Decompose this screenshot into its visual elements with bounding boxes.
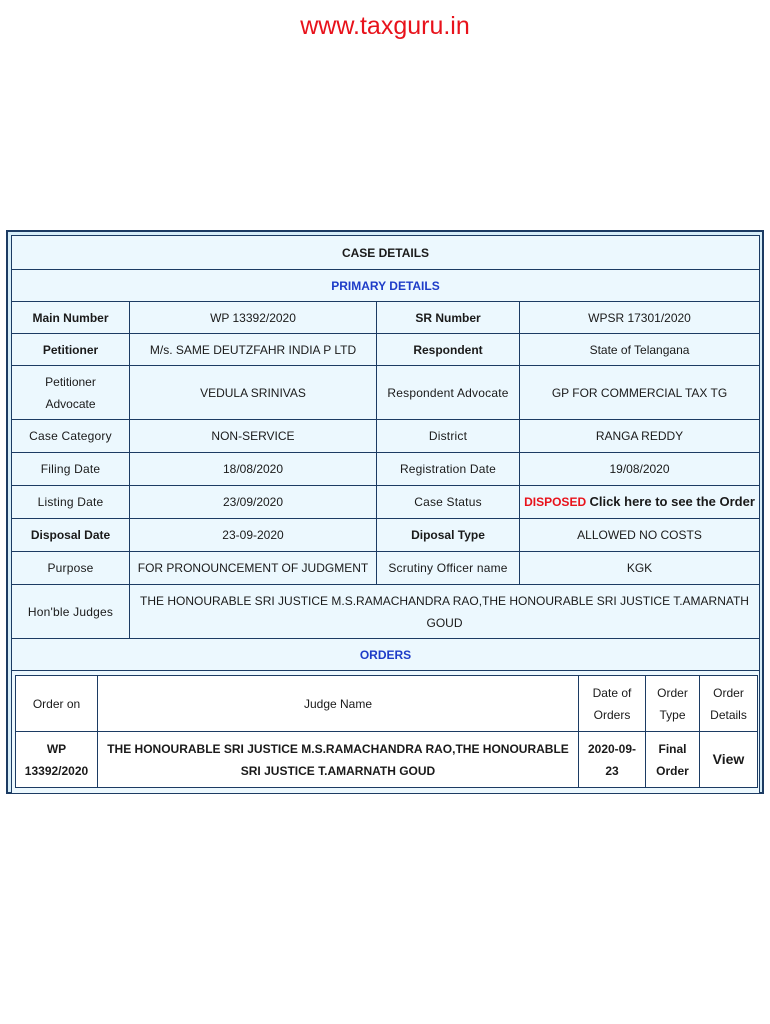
view-order-button[interactable]: View bbox=[712, 751, 745, 767]
respondent-advocate-label: Respondent Advocate bbox=[377, 366, 520, 420]
main-number-value: WP 13392/2020 bbox=[130, 302, 377, 334]
purpose-value: FOR PRONOUNCEMENT OF JUDGMENT bbox=[130, 552, 377, 585]
order-on-header: Order on bbox=[16, 676, 98, 732]
orders-table bbox=[15, 675, 758, 788]
case-category-label: Case Category bbox=[12, 420, 130, 453]
sr-number-label: SR Number bbox=[377, 302, 520, 334]
petitioner-value: M/s. SAME DEUTZFAHR INDIA P LTD bbox=[130, 334, 377, 366]
watermark-text: www.taxguru.in bbox=[300, 12, 470, 40]
order-details-header-line2: Details bbox=[710, 707, 747, 722]
case-details-title: CASE DETAILS bbox=[12, 236, 760, 270]
order-type-header-line1: Order bbox=[657, 685, 688, 700]
filing-date-value: 18/08/2020 bbox=[130, 453, 377, 486]
order-date-line1: 2020-09- bbox=[587, 741, 637, 756]
judges-label: Hon'ble Judges bbox=[12, 585, 130, 639]
order-details-header bbox=[700, 676, 758, 732]
case-status-cell bbox=[520, 486, 760, 519]
order-date-line2: 23 bbox=[605, 763, 619, 778]
petitioner-advocate-label bbox=[12, 366, 130, 420]
case-details-table bbox=[11, 235, 760, 794]
order-type-line2: Order bbox=[656, 763, 689, 778]
respondent-label: Respondent bbox=[377, 334, 520, 366]
orders-title: ORDERS bbox=[12, 639, 760, 671]
judge-name-header: Judge Name bbox=[98, 676, 579, 732]
petitioner-advocate-label-line2: Advocate bbox=[45, 396, 96, 411]
judges-value bbox=[130, 585, 760, 639]
date-of-orders-header bbox=[579, 676, 646, 732]
date-of-orders-header-line1: Date of bbox=[592, 685, 632, 700]
scrutiny-officer-value: KGK bbox=[520, 552, 760, 585]
registration-date-value: 19/08/2020 bbox=[520, 453, 760, 486]
purpose-label: Purpose bbox=[12, 552, 130, 585]
case-details-panel bbox=[6, 230, 764, 794]
case-status-badge: DISPOSED bbox=[524, 495, 587, 509]
disposal-type-label: Diposal Type bbox=[377, 519, 520, 552]
disposal-type-value: ALLOWED NO COSTS bbox=[520, 519, 760, 552]
view-order-link[interactable]: Click here to see the Order bbox=[589, 494, 755, 509]
respondent-value: State of Telangana bbox=[520, 334, 760, 366]
listing-date-label: Listing Date bbox=[12, 486, 130, 519]
order-on-line2: 13392/2020 bbox=[24, 763, 89, 778]
order-date-cell bbox=[579, 732, 646, 788]
petitioner-advocate-value: VEDULA SRINIVAS bbox=[130, 366, 377, 420]
scrutiny-officer-label: Scrutiny Officer name bbox=[377, 552, 520, 585]
order-type-line1: Final bbox=[658, 741, 687, 756]
judges-value-line2: GOUD bbox=[426, 615, 463, 630]
order-on-cell bbox=[16, 732, 98, 788]
order-on-line1: WP bbox=[46, 741, 67, 756]
table-row bbox=[16, 732, 758, 788]
filing-date-label: Filing Date bbox=[12, 453, 130, 486]
judges-value-line1: THE HONOURABLE SRI JUSTICE M.S.RAMACHANDRA RAO,THE HONOURABLE SRI JUSTICE T.AMARNATH bbox=[140, 593, 749, 608]
petitioner-label: Petitioner bbox=[12, 334, 130, 366]
order-details-cell bbox=[700, 732, 758, 788]
district-value: RANGA REDDY bbox=[520, 420, 760, 453]
district-label: District bbox=[377, 420, 520, 453]
disposal-date-value: 23-09-2020 bbox=[130, 519, 377, 552]
judge-name-cell bbox=[98, 732, 579, 788]
date-of-orders-header-line2: Orders bbox=[593, 707, 631, 722]
order-details-header-line1: Order bbox=[713, 685, 744, 700]
case-category-value: NON-SERVICE bbox=[130, 420, 377, 453]
orders-container bbox=[12, 671, 760, 794]
main-number-label: Main Number bbox=[12, 302, 130, 334]
disposal-date-label: Disposal Date bbox=[12, 519, 130, 552]
sr-number-value: WPSR 17301/2020 bbox=[520, 302, 760, 334]
registration-date-label: Registration Date bbox=[377, 453, 520, 486]
primary-details-title: PRIMARY DETAILS bbox=[12, 270, 760, 302]
respondent-advocate-value: GP FOR COMMERCIAL TAX TG bbox=[520, 366, 760, 420]
judge-name-line2: SRI JUSTICE T.AMARNATH GOUD bbox=[240, 763, 436, 778]
petitioner-advocate-label-line1: Petitioner bbox=[45, 374, 96, 389]
order-type-header-line2: Type bbox=[659, 707, 686, 722]
listing-date-value: 23/09/2020 bbox=[130, 486, 377, 519]
case-status-label: Case Status bbox=[377, 486, 520, 519]
order-type-header bbox=[646, 676, 700, 732]
judge-name-line1: THE HONOURABLE SRI JUSTICE M.S.RAMACHANDRA RAO,THE HONOURABLE bbox=[107, 741, 569, 756]
order-type-cell bbox=[646, 732, 700, 788]
